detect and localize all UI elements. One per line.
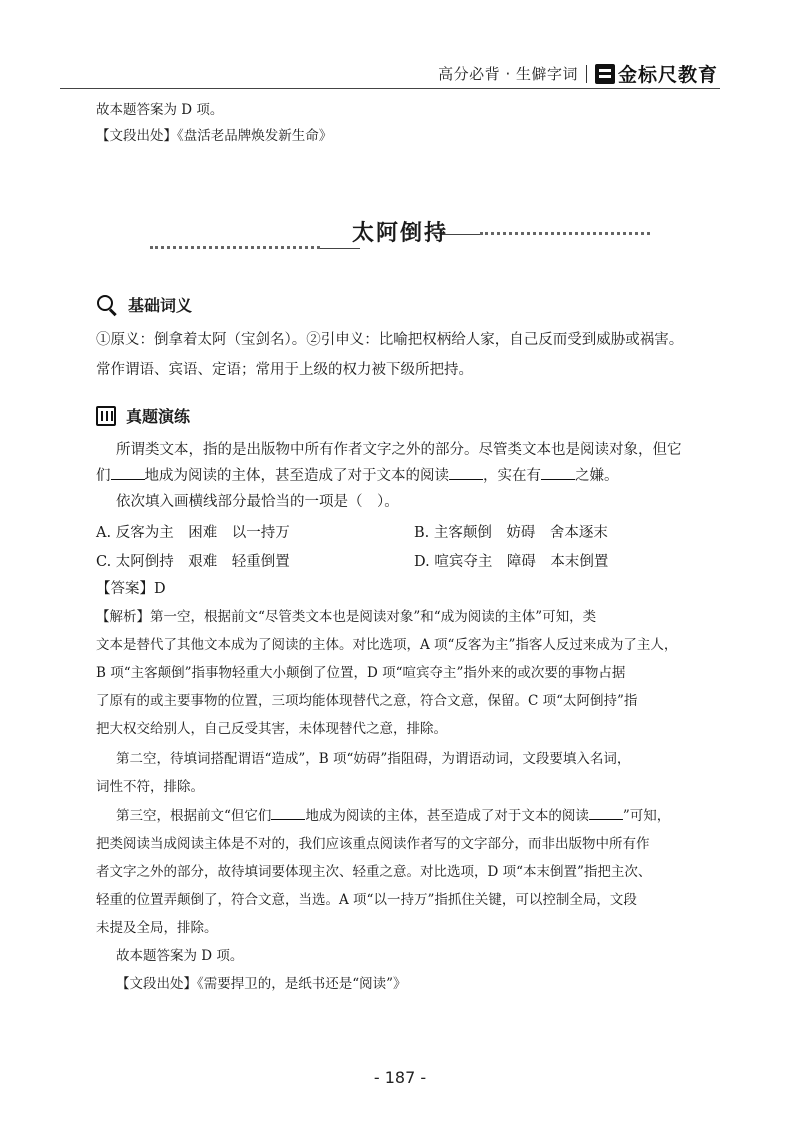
exercise-stem-line-2 xyxy=(96,464,728,488)
search-icon xyxy=(96,294,118,316)
brand xyxy=(595,60,718,87)
exercise-stem-line-1: 所谓类文本，指的是出版物中所有作者文字之外的部分。尽管类文本也是阅读对象，但它 xyxy=(116,442,682,458)
entry-title-block xyxy=(150,212,650,262)
analysis-line-7: 词性不符，排除。 xyxy=(96,779,204,795)
analysis2-line-3: 轻重的位置弄颠倒了，符合文意，当选。A 项“以一持万”指抓住关键，可以控制全局，文段 xyxy=(96,892,637,908)
header-separator xyxy=(586,65,587,83)
analysis-line-4: 了原有的或主要事物的位置，三项均能体现替代之意，符合文意，保留。C 项“太阿倒持”指 xyxy=(96,693,638,709)
third-part-a: 第三空，根据前文“但它们 xyxy=(116,808,272,824)
third-blank-2 xyxy=(589,805,623,820)
stem-part-b: 地成为阅读的主体，甚至造成了对于文本的阅读 xyxy=(144,468,449,484)
blank-3 xyxy=(541,465,575,480)
title-rule-link-left xyxy=(320,248,360,249)
option-d: D. 喧宾夺主 障碍 本末倒置 xyxy=(414,554,609,570)
exercise-title: 真题演练 xyxy=(126,404,190,427)
prev-source-line: 【文段出处】《盘活老品牌焕发新生命》 xyxy=(96,128,333,144)
third-part-b: 地成为阅读的主体，甚至造成了对于文本的阅读 xyxy=(305,808,589,824)
basic-meaning-line-2: 常作谓语、宾语、定语；常用于上级的权力被下级所把持。 xyxy=(96,362,473,378)
basic-meaning-heading xyxy=(96,293,192,316)
stem-part-c: ，实在有 xyxy=(483,468,541,484)
header-rule xyxy=(60,88,720,89)
page-number: - 187 - xyxy=(373,1068,427,1087)
header-title: 高分必背 · 生僻字词 xyxy=(438,65,578,83)
analysis2-line-2: 者文字之外的部分，故待填词要体现主次、轻重之意。对比选项，D 项“本末倒置”指把主次、 xyxy=(96,864,652,880)
analysis2-line-1: 把类阅读当成阅读主体是不对的，我们应该重点阅读作者写的文字部分，而非出版物中所有作 xyxy=(96,836,650,852)
blank-1 xyxy=(111,465,145,480)
basic-meaning-line-1: ①原义：倒拿着太阿（宝剑名）。②引申义：比喻把权柄给人家，自己反而受到威胁或祸害。 xyxy=(96,332,684,348)
basic-meaning-title: 基础词义 xyxy=(128,293,192,316)
brand-name: 金标尺教育 xyxy=(617,64,718,86)
option-b: B. 主客颠倒 妨碍 舍本逐末 xyxy=(414,525,608,541)
blank-2 xyxy=(449,465,483,480)
prev-answer-line: 故本题答案为 D 项。 xyxy=(96,102,224,118)
analysis-line-6: 第二空，待填词搭配谓语“造成”，B 项“妨碍”指阻碍，为谓语动词，文段要填入名词， xyxy=(116,751,631,767)
analysis-line-2: 文本是替代了其他文本成为了阅读的主体。对比选项，A 项“反客为主”指客人反过来成为了主人， xyxy=(96,637,678,653)
exercise-question: 依次填入画横线部分最恰当的一项是（ ）。 xyxy=(116,494,399,510)
analysis-line-1: 【解析】第一空，根据前文“尽管类文本也是阅读对象”和“成为阅读的主体”可知，类 xyxy=(96,609,597,625)
analysis-third-line xyxy=(96,804,728,828)
third-part-c: ”可知， xyxy=(622,808,671,824)
analysis2-line-4: 未提及全局，排除。 xyxy=(96,920,218,936)
option-a: A. 反客为主 困难 以一持万 xyxy=(96,525,290,541)
entry-title: 太阿倒持 xyxy=(351,220,448,246)
analysis-line-5: 把大权交给别人，自己反受其害，未体现替代之意，排除。 xyxy=(96,721,447,737)
equalizer-icon xyxy=(96,406,116,426)
page-header xyxy=(438,60,718,87)
exercise-heading xyxy=(96,404,190,427)
option-c: C. 太阿倒持 艰难 轻重倒置 xyxy=(96,554,290,570)
brand-logo-icon xyxy=(595,64,615,84)
stem-part-a: 们 xyxy=(96,468,111,484)
third-blank-1 xyxy=(271,805,305,820)
analysis-line-3: B 项“主客颠倒”指事物轻重大小颠倒了位置，D 项“喧宾夺主”指外来的或次要的事物占据 xyxy=(96,665,626,681)
source-line: 【文段出处】《需要捍卫的，是纸书还是“阅读”》 xyxy=(116,976,407,992)
answer-line: 【答案】D xyxy=(96,581,166,597)
stem-part-d: 之嫌。 xyxy=(575,468,619,484)
final-answer-line: 故本题答案为 D 项。 xyxy=(116,948,244,964)
